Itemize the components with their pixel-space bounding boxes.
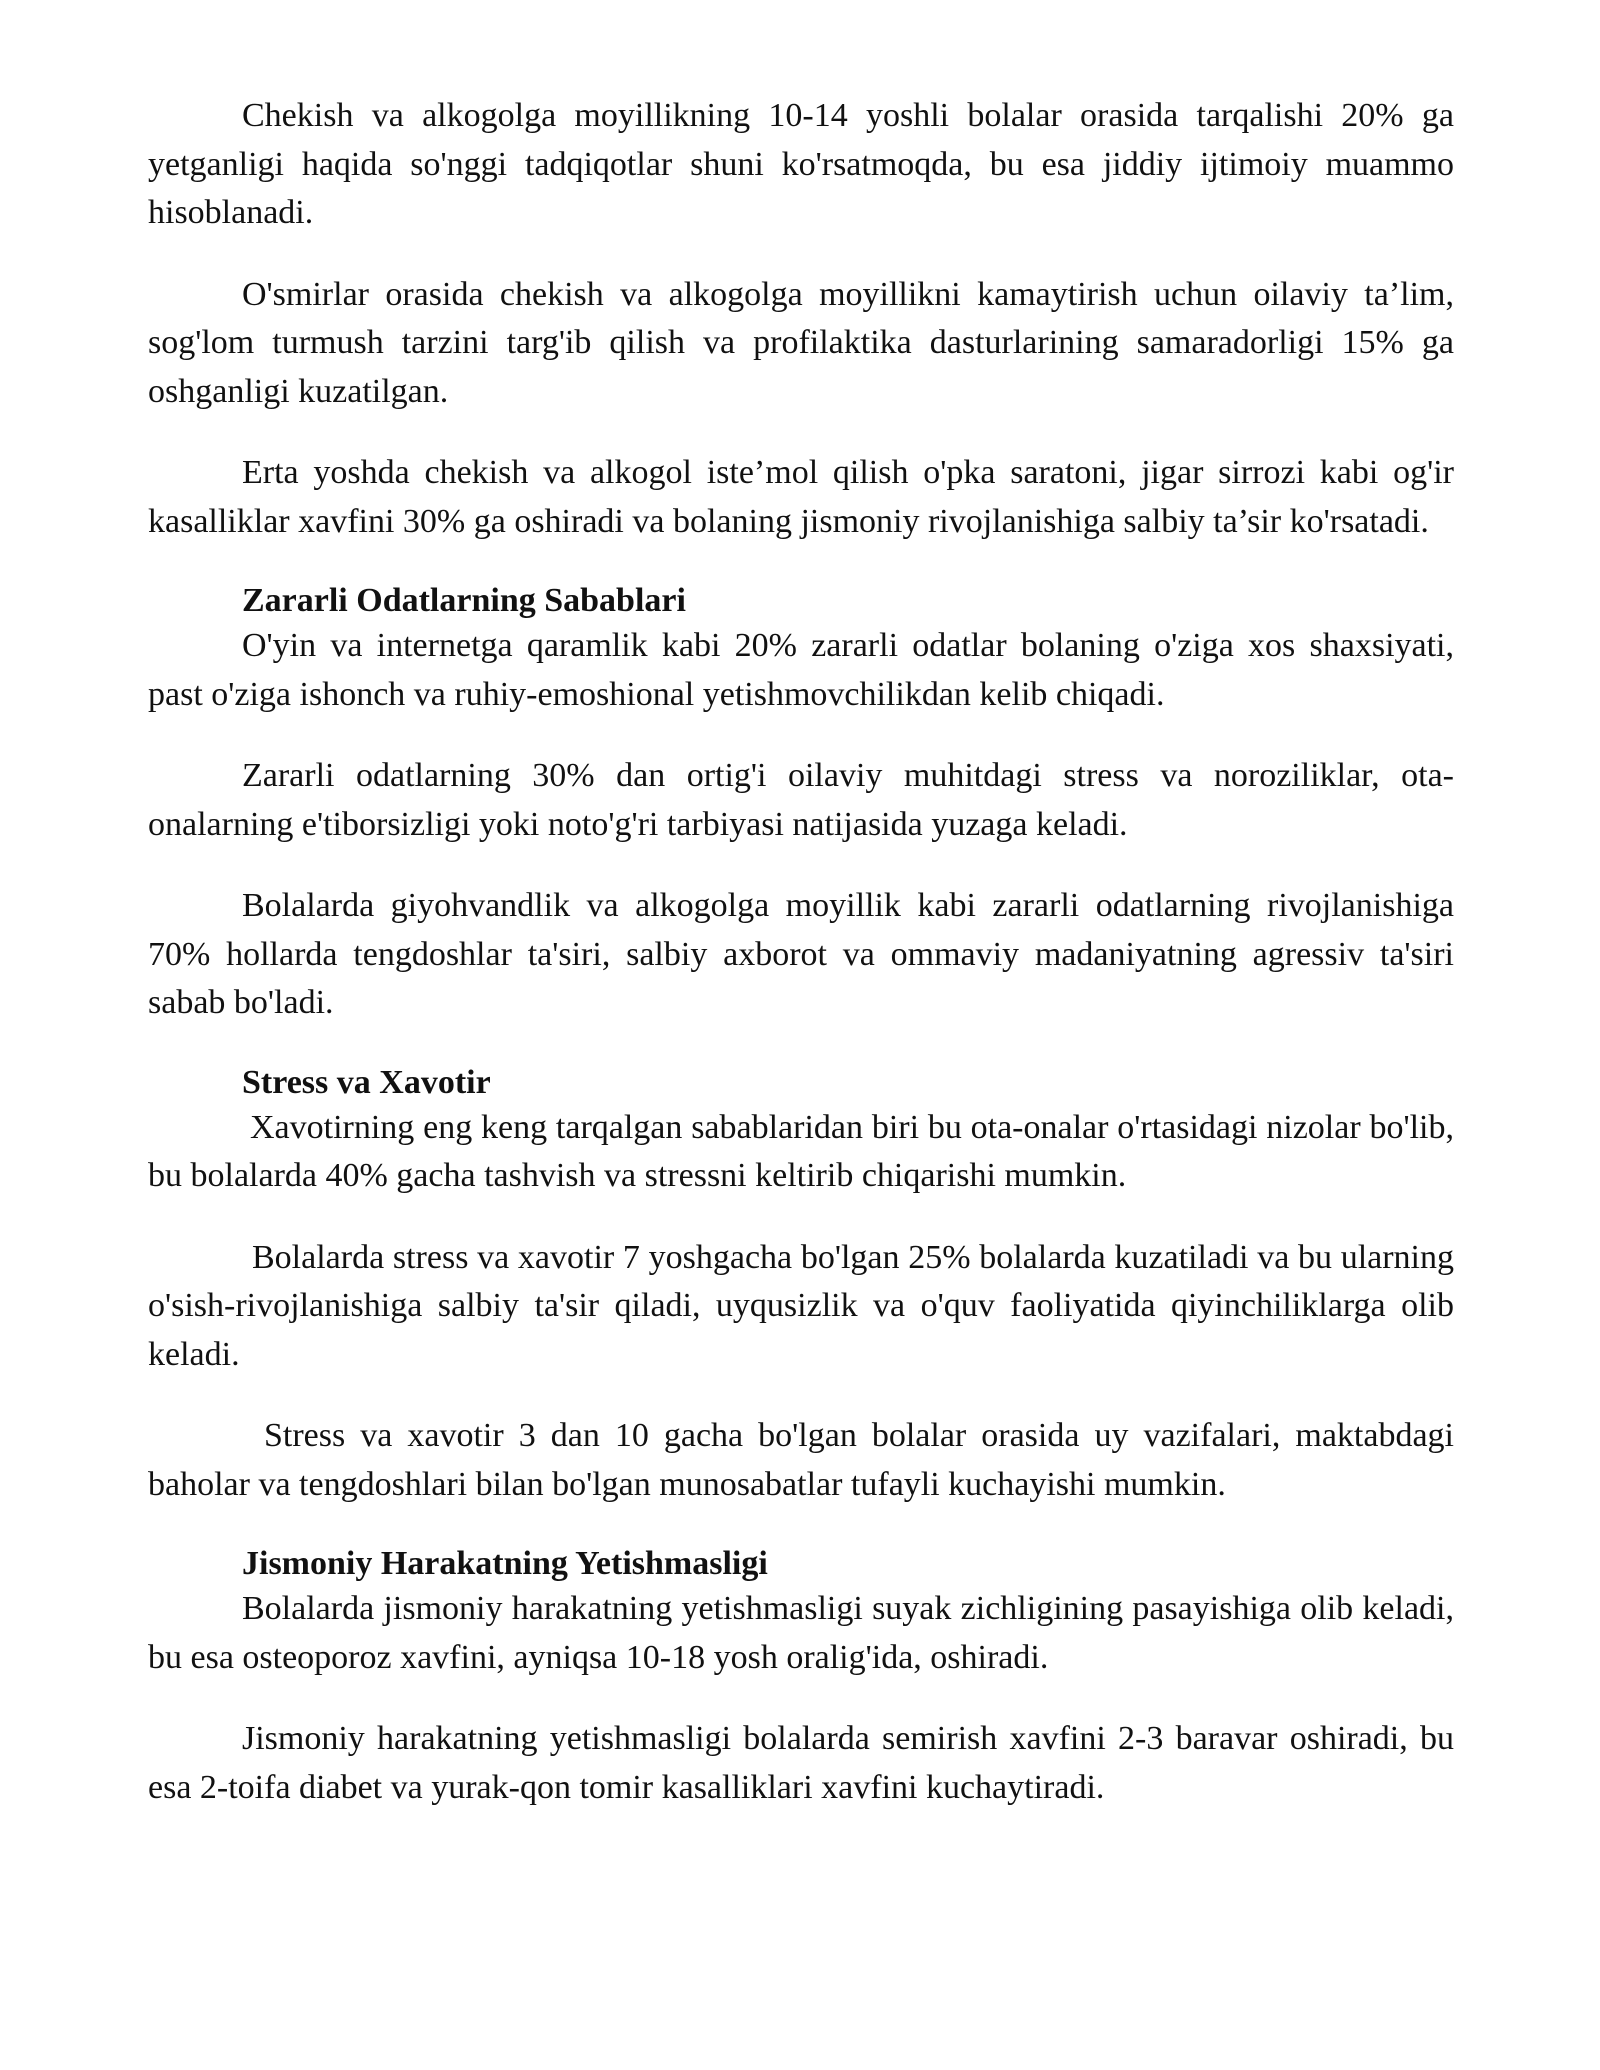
intro-paragraph-3: Erta yoshda chekish va alkogol iste’mol qilish o'pka saratoni, jigar sirrozi kabi og'ir kasalliklar xavfini 30% ga oshiradi va bolaning jismoniy rivojlanishiga salbiy ta’sir ko'rsatadi. bbox=[148, 454, 1454, 540]
section-paragraph: Bolalarda jismoniy harakatning yetishmasligi suyak zichligining pasayishiga olib keladi, bu esa osteoporoz xavfini, ayniqsa 10-18 yosh oralig'ida, oshiradi. bbox=[148, 1590, 1454, 1676]
section-jismoniy-harakat bbox=[148, 1543, 1454, 1812]
section-paragraph: Bolalarda giyohvandlik va alkogolga moyillik kabi zararli odatlarning rivojlanishiga 70% hollarda tengdoshlar ta'siri, salbiy axborot va ommaviy madaniyatning agressiv ta'siri sabab bo'ladi. bbox=[148, 887, 1454, 1021]
section-paragraph: Zararli odatlarning 30% dan ortig'i oilaviy muhitdagi stress va noroziliklar, ota-onalarning e'tiborsizligi yoki noto'g'ri tarbiyasi natijasida yuzaga keladi. bbox=[148, 757, 1454, 843]
section-paragraph: Jismoniy harakatning yetishmasligi bolalarda semirish xavfini 2-3 baravar oshiradi, bu esa 2-toifa diabet va yurak-qon tomir kasalliklari xavfini kuchaytiradi. bbox=[148, 1720, 1454, 1806]
section-zararli-odatlar bbox=[148, 580, 1454, 1028]
section-heading: Stress va Xavotir bbox=[242, 1063, 491, 1101]
section-stress-xavotir bbox=[148, 1062, 1454, 1510]
section-paragraph: O'yin va internetga qaramlik kabi 20% zararli odatlar bolaning o'ziga xos shaxsiyati, past o'ziga ishonch va ruhiy-emoshional yetishmovchilikdan kelib chiqadi. bbox=[148, 627, 1454, 713]
section-paragraph: Bolalarda stress va xavotir 7 yoshgacha bo'lgan 25% bolalarda kuzatiladi va bu ularning o'sish-rivojlanishiga salbiy ta'sir qiladi, uyqusizlik va o'quv faoliyatida qiyinchiliklarga olib keladi. bbox=[148, 1238, 1454, 1373]
section-paragraph: Xavotirning eng keng tarqalgan sabablaridan biri bu ota-onalar o'rtasidagi nizolar bo'lib, bu bolalarda 40% gacha tashvish va stressni keltirib chiqarishi mumkin. bbox=[148, 1108, 1454, 1194]
document-page bbox=[148, 92, 1454, 1845]
section-paragraph: Stress va xavotir 3 dan 10 gacha bo'lgan bolalar orasida uy vazifalari, maktabdagi baholar va tengdoshlari bilan bo'lgan munosabatlar tufayli kuchayishi mumkin. bbox=[148, 1417, 1454, 1503]
intro-paragraph-1: Chekish va alkogolga moyillikning 10-14 yoshli bolalar orasida tarqalishi 20% ga yetganligi haqida so'nggi tadqiqotlar shuni ko'rsatmoqda, bu esa jiddiy ijtimoiy muammo hisoblanadi. bbox=[148, 97, 1454, 231]
section-heading: Jismoniy Harakatning Yetishmasligi bbox=[242, 1545, 768, 1582]
section-heading: Zararli Odatlarning Sabablari bbox=[242, 582, 686, 619]
intro-paragraph-2: O'smirlar orasida chekish va alkogolga moyillikni kamaytirish uchun oilaviy ta’lim, sog'lom turmush tarzini targ'ib qilish va profilaktika dasturlarining samaradorligi 15% ga oshganligi kuzatilgan. bbox=[148, 275, 1454, 410]
